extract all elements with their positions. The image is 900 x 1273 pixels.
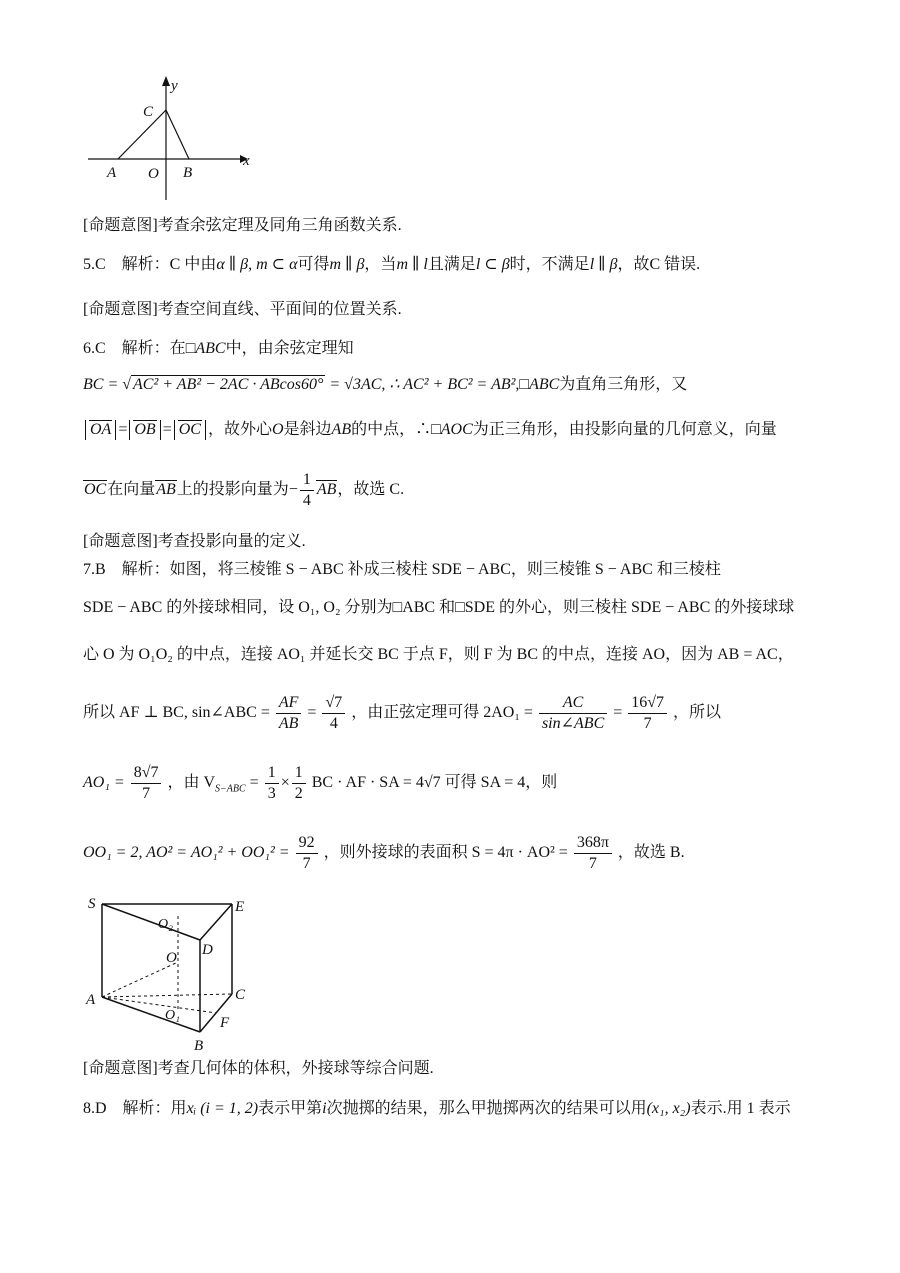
q6-head: 6.C 解析：在 bbox=[83, 340, 186, 357]
vector-ob: OB bbox=[134, 421, 156, 438]
figure1-label-x: x bbox=[243, 153, 250, 169]
q5-math-1: α ∥ β, m ⊂ α bbox=[216, 256, 298, 273]
note-q7: [命题意图]考查几何体的体积，外接球等综合问题. bbox=[83, 1060, 434, 1077]
q8-text-c: 次抛掷的结果，那么甲抛掷两次的结果可以用 bbox=[326, 1100, 647, 1117]
frac-ac-num: AC bbox=[539, 693, 607, 714]
q7-text-5a: AO₁ = bbox=[83, 774, 125, 792]
q8-math-1: xᵢ (i = 1, 2) bbox=[186, 1100, 259, 1117]
vector-ab-2: AB bbox=[316, 481, 337, 499]
frac-af-num: AF bbox=[276, 693, 302, 714]
q8-text-b: 表示甲第 bbox=[258, 1100, 323, 1117]
q6-line-1 bbox=[83, 339, 354, 359]
q6-text-8: 上的投影向量为 bbox=[176, 481, 289, 499]
q6-text-6: 为正三角形，由投影向量的几何意义，向量 bbox=[472, 421, 777, 438]
q7-text-6b: ，则外接球的表面积 S = 4π · AO² = bbox=[323, 844, 568, 862]
q7-line-6 bbox=[83, 833, 685, 874]
q6-text-1: 中，由余弦定理知 bbox=[225, 340, 354, 357]
q7-text-4a: 所以 AF ⊥ BC, sin∠ABC = bbox=[83, 704, 270, 722]
q6-line-2 bbox=[83, 375, 687, 395]
q7-text-5b: ，由 V bbox=[167, 774, 216, 792]
frac-8sqrt7-den: 7 bbox=[142, 785, 151, 802]
figure2-label-b: B bbox=[194, 1038, 204, 1052]
q7-line-5 bbox=[83, 763, 557, 804]
frac-16sqrt7-den: 7 bbox=[643, 715, 652, 732]
figure2-label-s: S bbox=[88, 896, 96, 912]
q6-radicand: AC² + AB² − 2AC · ABcos60° bbox=[133, 376, 324, 393]
q6-o: O bbox=[271, 421, 284, 438]
triangular-prism-figure bbox=[82, 892, 272, 1052]
q6-eq-2: = √3AC, ∴ AC² + BC² = AB², bbox=[329, 376, 520, 393]
frac-92-num: 92 bbox=[296, 833, 318, 854]
q5-math-5: l ∥ β bbox=[589, 256, 618, 273]
triangle-coordinate-figure bbox=[80, 70, 260, 205]
q7-text-6c: ，故选 B. bbox=[617, 844, 685, 862]
sqrt-sign: √ bbox=[122, 376, 132, 393]
frac-1-3-den: 3 bbox=[267, 785, 276, 802]
q5-text-5: ，故C 错误. bbox=[617, 256, 701, 273]
q6-text-4: 是斜边 bbox=[283, 421, 332, 438]
q7-times: × bbox=[280, 774, 290, 792]
q8-text-d: 表示.用 1 表示 bbox=[690, 1100, 791, 1117]
q6-line-3 bbox=[83, 420, 777, 440]
q6-triangle-1: □ABC bbox=[185, 340, 226, 357]
q8-text-a: 8.D 解析：用 bbox=[83, 1100, 187, 1117]
frac-1-3-num: 1 bbox=[265, 763, 279, 784]
q7-eq-a: = bbox=[307, 704, 317, 722]
frac-16sqrt7-num: 16√7 bbox=[628, 693, 667, 714]
q7-text-4b: ，由正弦定理可得 2AO₁ = bbox=[351, 704, 533, 722]
q8-math-3: (x₁, x₂) bbox=[646, 1100, 691, 1117]
q6-line-4 bbox=[83, 470, 404, 511]
frac-sqrt7-den: 4 bbox=[329, 715, 338, 732]
q6-triangle-3: □AOC bbox=[431, 421, 473, 438]
q8-math-2: i bbox=[322, 1100, 327, 1117]
q5-solution bbox=[83, 255, 700, 275]
frac-ac-den: sin∠ABC bbox=[541, 715, 605, 732]
vector-oc-2: OC bbox=[84, 481, 107, 499]
q5-math-2: m ∥ β bbox=[329, 256, 365, 273]
figure2-label-d: D bbox=[202, 942, 213, 958]
frac-368pi-num: 368π bbox=[574, 833, 612, 854]
q6-minus: − bbox=[288, 481, 298, 499]
note-q5: [命题意图]考查空间直线、平面间的位置关系. bbox=[83, 301, 402, 318]
figure1-label-b: B bbox=[183, 165, 193, 181]
q5-text-4: 时，不满足 bbox=[509, 256, 590, 273]
figure2-label-o1: O₁ bbox=[165, 1008, 180, 1023]
q5-text-3: 且满足 bbox=[427, 256, 476, 273]
q6-ab: AB bbox=[331, 421, 352, 438]
q5-text-1: 可得 bbox=[297, 256, 330, 273]
vector-ab: AB bbox=[156, 481, 176, 499]
figure2-label-a: A bbox=[86, 992, 96, 1008]
figure2-label-o2: O₂ bbox=[158, 917, 173, 932]
figure1-label-c: C bbox=[143, 104, 154, 120]
figure2-label-o: O bbox=[166, 950, 177, 966]
figure1-label-o: O bbox=[148, 166, 159, 182]
q6-text-7: 在向量 bbox=[107, 481, 156, 499]
q7-line-1: 7.B 解析：如图，将三棱锥 S − ABC 补成三棱柱 SDE − ABC，则三棱锥 S − ABC 和三棱柱 bbox=[83, 561, 721, 578]
q7-line-4 bbox=[83, 693, 721, 734]
q7-line-3: 心 O 为 O₁O₂ 的中点，连接 AO₁ 并延长交 BC 于点 F，则 F 为 BC 的中点，连接 AO，因为 AB = AC， bbox=[83, 646, 794, 663]
q7-text-5c: = bbox=[249, 774, 259, 792]
frac-1-2-den: 2 bbox=[294, 785, 303, 802]
q7-text-4c: ，所以 bbox=[673, 704, 722, 722]
q7-text-5d: BC · AF · SA = 4√7 可得 SA = 4，则 bbox=[311, 774, 558, 792]
q7-eq-b: = bbox=[613, 704, 623, 722]
q5-text-2: ，当 bbox=[364, 256, 397, 273]
vector-oc: OC bbox=[178, 421, 201, 438]
figure2-label-e: E bbox=[235, 899, 245, 915]
q5-math-3: m ∥ l bbox=[396, 256, 428, 273]
figure1-label-a: A bbox=[107, 165, 117, 181]
q6-triangle-2: □ABC bbox=[519, 376, 560, 393]
figure1-label-y: y bbox=[171, 78, 178, 94]
q6-text-5: 的中点，∴ bbox=[351, 421, 432, 438]
frac-368pi-den: 7 bbox=[588, 855, 597, 872]
frac-8sqrt7-num: 8√7 bbox=[131, 763, 162, 784]
q6-frac-num: 1 bbox=[300, 470, 314, 491]
q7-text-6a: OO₁ = 2, AO² = AO₁² + OO₁² = bbox=[83, 844, 290, 862]
equals-1: = bbox=[118, 421, 128, 438]
q8-line-1 bbox=[83, 1099, 791, 1119]
q6-text-3: ，故外心 bbox=[207, 421, 272, 438]
figure2-label-f: F bbox=[220, 1015, 230, 1031]
frac-af-den: AB bbox=[278, 715, 299, 732]
figure2-label-c: C bbox=[235, 987, 246, 1003]
note-q6: [命题意图]考查投影向量的定义. bbox=[83, 533, 306, 550]
q6-text-9: ，故选 C. bbox=[337, 481, 405, 499]
q7-line-2: SDE − ABC 的外接球相同，设 O₁, O₂ 分别为□ABC 和□SDE 的外心，则三棱柱 SDE − ABC 的外接球球 bbox=[83, 599, 795, 616]
q6-text-2: 为直角三角形，又 bbox=[559, 376, 688, 393]
frac-sqrt7-num: √7 bbox=[322, 693, 345, 714]
equals-2: = bbox=[162, 421, 172, 438]
q5-math-4: l ⊂ β bbox=[475, 256, 510, 273]
q6-frac-den: 4 bbox=[302, 492, 311, 509]
frac-92-den: 7 bbox=[302, 855, 311, 872]
q5-head: 5.C 解析：C 中由 bbox=[83, 256, 217, 273]
q7-volume-sub: S−ABC bbox=[215, 783, 246, 795]
q6-bc: BC = bbox=[83, 376, 119, 393]
vector-oa: OA bbox=[90, 421, 112, 438]
frac-1-2-num: 1 bbox=[292, 763, 306, 784]
note-q4: [命题意图]考查余弦定理及同角三角函数关系. bbox=[83, 217, 402, 234]
